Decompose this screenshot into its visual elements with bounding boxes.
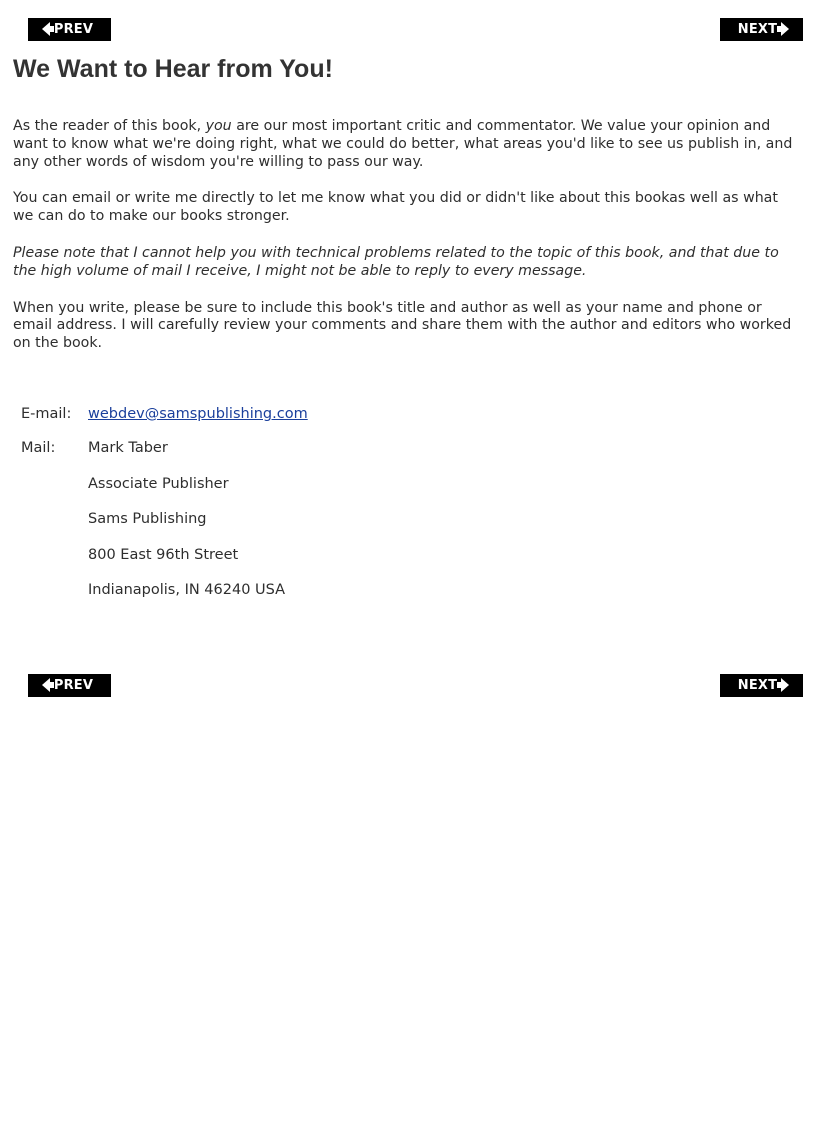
paragraph-note: Please note that I cannot help you with technical problems related to the topic of this book, and that due to the high volume of mail I receive, I might not be able to reply to every message. — [13, 244, 779, 279]
prev-label: PREV — [53, 21, 94, 37]
mail-address — [88, 440, 285, 618]
body-text — [13, 118, 798, 372]
email-link[interactable]: webdev@samspublishing.com — [88, 406, 308, 422]
mail-row — [21, 440, 308, 618]
page-title: We Want to Hear from You! — [13, 55, 333, 83]
prev-button[interactable] — [28, 18, 111, 41]
mail-line-company: Sams Publishing — [88, 511, 207, 527]
mail-line-title: Associate Publisher — [88, 475, 229, 492]
paragraph-reader-emphasis: you — [205, 118, 232, 134]
mail-label: Mail: — [21, 440, 56, 456]
paragraph-reader-start: As the reader of this book, — [13, 118, 206, 134]
next-label: NEXT — [737, 21, 778, 37]
top-navigation — [28, 17, 803, 41]
mail-line-name: Mark Taber — [88, 440, 168, 456]
paragraph-include-info: When you write, please be sure to include this book's title and author as well as your name and phone or email address. I will carefully review your comments and share them with the author and editors who worked on the book. — [13, 299, 792, 352]
mail-line-city: Indianapolis, IN 46240 USA — [88, 582, 286, 598]
email-label: E-mail: — [21, 406, 72, 422]
email-row — [21, 406, 308, 440]
next-button[interactable] — [720, 18, 803, 41]
paragraph-reader — [13, 118, 798, 171]
paragraph-reader-end: are our most important critic and commentator. We value your opinion and want to know what we're doing right, what we could do better, what areas you'd like to see us publish in, and any other words of wisdom you're willing to pass our way. — [13, 118, 793, 170]
paragraph-write-directly: You can email or write me directly to let me know what you did or didn't like about this bookas well as what we can do to make our books stronger. — [13, 190, 778, 225]
email-value — [88, 406, 308, 440]
mail-line-street: 800 East 96th Street — [88, 546, 239, 563]
next-button[interactable] — [720, 674, 803, 697]
arrow-left-icon — [42, 678, 50, 692]
prev-label: PREV — [53, 677, 94, 693]
bottom-navigation — [28, 673, 803, 697]
next-label: NEXT — [737, 677, 778, 693]
arrow-right-icon — [781, 678, 789, 692]
arrow-left-icon — [42, 22, 50, 36]
contact-info — [21, 406, 308, 618]
prev-button[interactable] — [28, 674, 111, 697]
arrow-right-icon — [781, 22, 789, 36]
